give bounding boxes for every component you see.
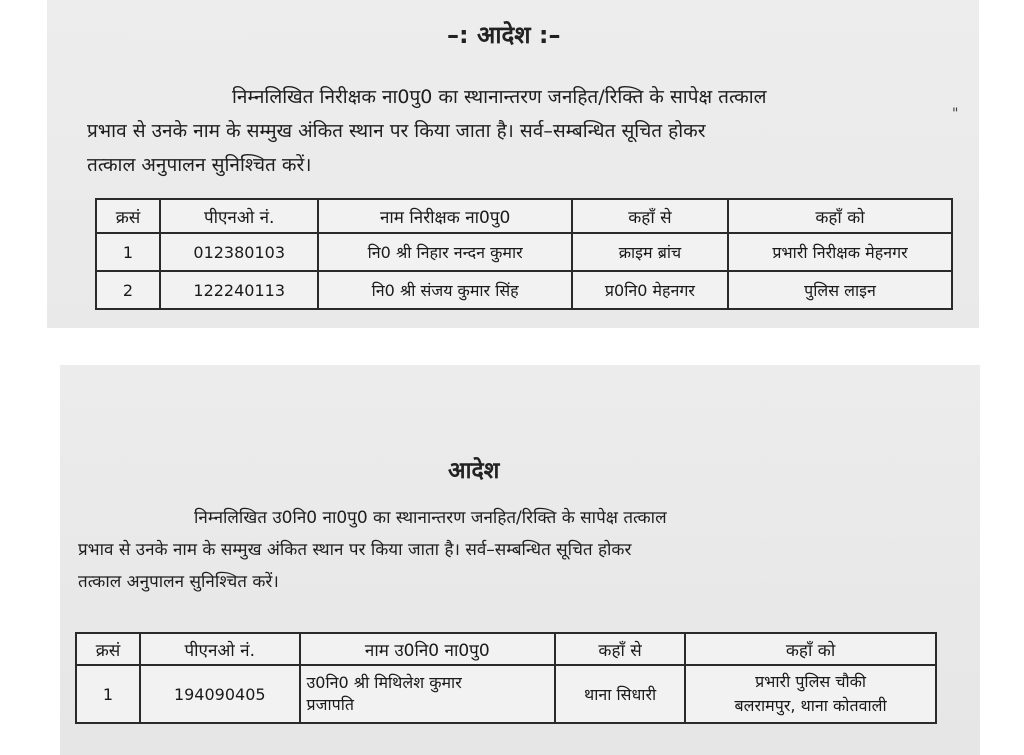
col-header-pno: पीएनओ नं. xyxy=(140,633,300,665)
cell-pno: 122240113 xyxy=(160,271,318,309)
cell-serial: 1 xyxy=(96,233,160,271)
cell-to-line-2: बलरामपुर, थाना कोतवाली xyxy=(734,696,887,715)
cell-from: थाना सिधारी xyxy=(555,665,685,723)
table-row xyxy=(96,233,952,271)
cell-pno: 012380103 xyxy=(160,233,318,271)
col-header-to: कहाँ को xyxy=(685,633,936,665)
order-2-paragraph-line-2: प्रभाव से उनके नाम के सम्मुख अंकित स्थान पर किया जाता है। सर्व–सम्बन्धित सूचित होकर xyxy=(78,540,632,560)
order-1-heading: –: आदेश :– xyxy=(447,21,561,49)
order-2-transfer-table xyxy=(75,632,937,724)
cell-to xyxy=(685,665,936,723)
col-header-serial: क्रसं xyxy=(96,199,160,233)
col-header-name: नाम उ0नि0 ना0पु0 xyxy=(300,633,556,665)
order-1-paragraph xyxy=(87,80,767,182)
col-header-from: कहाँ से xyxy=(572,199,728,233)
order-1-transfer-table xyxy=(95,198,953,310)
table-header-row xyxy=(76,633,936,665)
cell-name: नि0 श्री निहार नन्दन कुमार xyxy=(318,233,571,271)
order-1-paragraph-line-1: निम्नलिखित निरीक्षक ना0पु0 का स्थानान्तरण जनहित/रिक्ति के सापेक्ष तत्काल xyxy=(232,86,767,108)
col-header-pno: पीएनओ नं. xyxy=(160,199,318,233)
order-2-paragraph xyxy=(78,502,667,598)
table-header-row xyxy=(96,199,952,233)
cell-from: क्राइम ब्रांच xyxy=(572,233,728,271)
stray-mark: " xyxy=(952,106,959,122)
cell-from: प्र0नि0 मेहनगर xyxy=(572,271,728,309)
table-row xyxy=(76,665,936,723)
cell-name: नि0 श्री संजय कुमार सिंह xyxy=(318,271,571,309)
order-1-paragraph-line-2: प्रभाव से उनके नाम के सम्मुख अंकित स्थान पर किया जाता है। सर्व–सम्बन्धित सूचित होकर xyxy=(87,120,706,142)
order-document-2 xyxy=(60,365,980,755)
cell-serial: 1 xyxy=(76,665,140,723)
col-header-serial: क्रसं xyxy=(76,633,140,665)
col-header-from: कहाँ से xyxy=(555,633,685,665)
cell-to: पुलिस लाइन xyxy=(728,271,952,309)
order-1-paragraph-line-3: तत्काल अनुपालन सुनिश्चित करें। xyxy=(87,154,312,176)
cell-name-line-1: उ0नि0 श्री मिथिलेश कुमार xyxy=(306,673,462,692)
order-2-paragraph-line-1: निम्नलिखित उ0नि0 ना0पु0 का स्थानान्तरण जनहित/रिक्ति के सापेक्ष तत्काल xyxy=(194,508,667,528)
cell-to-line-1: प्रभारी पुलिस चौकी xyxy=(755,672,867,691)
order-2-paragraph-line-3: तत्काल अनुपालन सुनिश्चित करें। xyxy=(78,572,279,592)
cell-pno: 194090405 xyxy=(140,665,300,723)
order-document-1 xyxy=(47,0,979,328)
col-header-name: नाम निरीक्षक ना0पु0 xyxy=(318,199,571,233)
cell-to: प्रभारी निरीक्षक मेहनगर xyxy=(728,233,952,271)
col-header-to: कहाँ को xyxy=(728,199,952,233)
cell-serial: 2 xyxy=(96,271,160,309)
cell-name-line-2: प्रजापति xyxy=(306,695,354,714)
table-row xyxy=(96,271,952,309)
order-2-heading: आदेश xyxy=(448,458,500,484)
cell-name xyxy=(300,665,556,723)
